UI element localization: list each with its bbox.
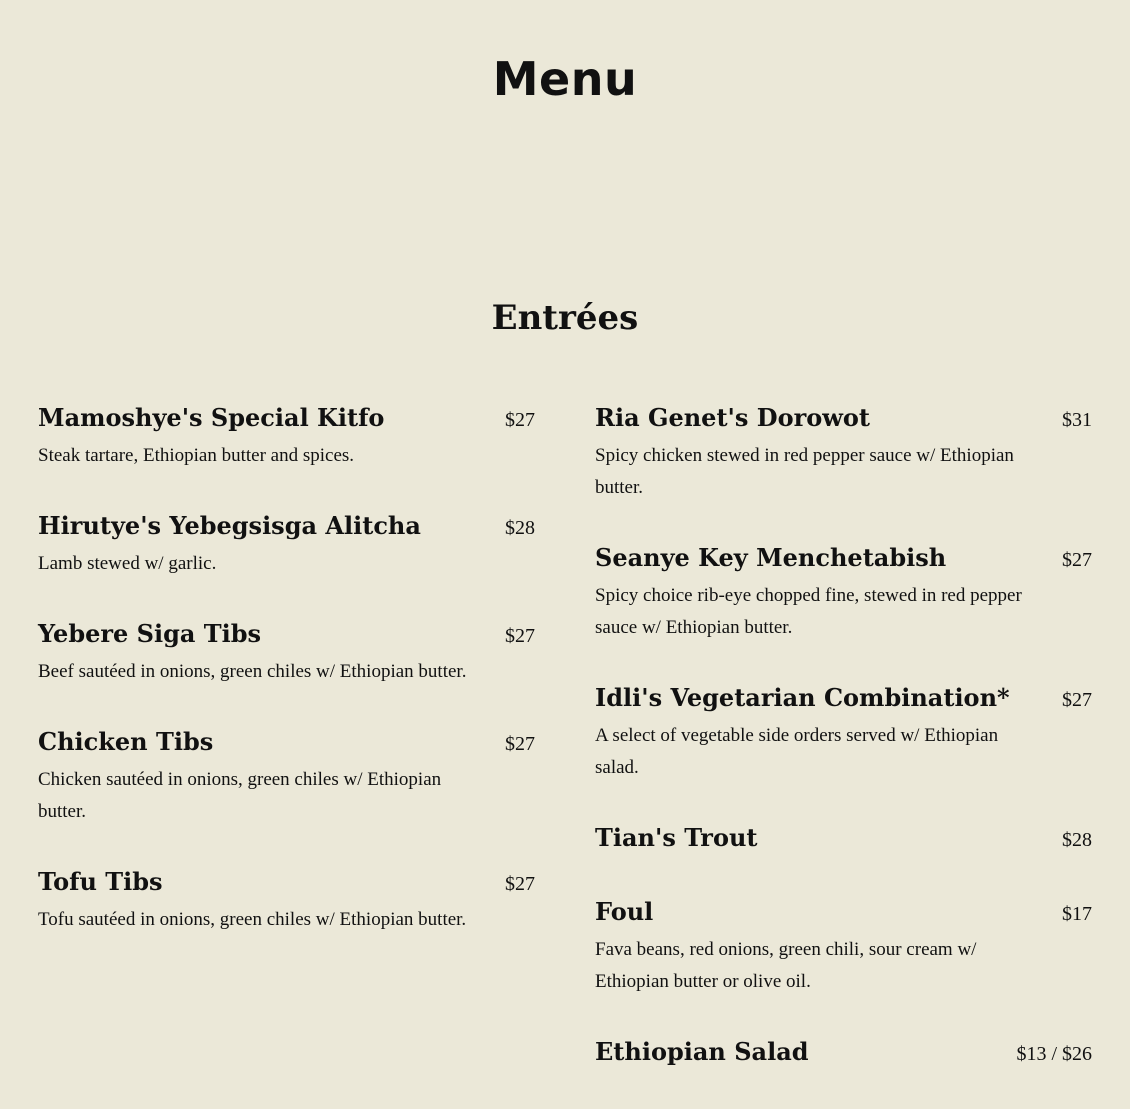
item-price: $17	[1062, 903, 1092, 925]
item-description: Steak tartare, Ethiopian butter and spices.	[38, 445, 355, 466]
item-price: $27	[1062, 549, 1092, 571]
item-name: Foul	[595, 897, 654, 926]
menu-item	[595, 1032, 1092, 1072]
menu-item	[595, 538, 1092, 644]
item-price: $28	[1062, 829, 1092, 851]
item-price: $27	[505, 873, 535, 895]
item-price: $27	[1062, 689, 1092, 711]
menu-column-left	[38, 398, 535, 970]
menu-item	[595, 818, 1092, 858]
item-description: Chicken sautéed in onions, green chiles w/ Ethiopian butter.	[38, 769, 442, 822]
menu-item	[38, 862, 535, 936]
item-name: Yebere Siga Tibs	[38, 619, 262, 648]
section-title-entrees: Entrées	[491, 298, 639, 338]
item-description: A select of vegetable side orders served w/ Ethiopian salad.	[595, 725, 999, 778]
item-description: Fava beans, red onions, green chili, sour cream w/ Ethiopian butter or olive oil.	[595, 939, 977, 992]
item-price: $27	[505, 625, 535, 647]
item-price: $27	[505, 733, 535, 755]
item-name: Ethiopian Salad	[595, 1037, 809, 1066]
menu-item	[595, 678, 1092, 784]
item-price: $27	[505, 409, 535, 431]
item-name: Idli's Vegetarian Combination*	[595, 683, 1010, 712]
item-description: Spicy chicken stewed in red pepper sauce w/ Ethiopian butter.	[595, 445, 1014, 498]
menu-item	[38, 506, 535, 580]
item-name: Ria Genet's Dorowot	[595, 403, 870, 432]
item-name: Hirutye's Yebegsisga Alitcha	[38, 511, 421, 540]
item-name: Tofu Tibs	[38, 867, 163, 896]
item-description: Spicy choice rib-eye chopped fine, stewed in red pepper sauce w/ Ethiopian butter.	[595, 585, 1022, 638]
item-name: Mamoshye's Special Kitfo	[38, 403, 385, 432]
item-price: $31	[1062, 409, 1092, 431]
item-price: $13 / $26	[1016, 1043, 1092, 1065]
item-price: $28	[505, 517, 535, 539]
menu-column-right	[595, 398, 1092, 1106]
menu-item	[595, 892, 1092, 998]
item-name: Seanye Key Menchetabish	[595, 543, 947, 572]
item-name: Chicken Tibs	[38, 727, 214, 756]
menu-item	[38, 614, 535, 688]
menu-item	[595, 398, 1092, 504]
menu-item	[38, 398, 535, 472]
page-title: Menu	[492, 52, 638, 106]
item-description: Beef sautéed in onions, green chiles w/ Ethiopian butter.	[38, 661, 467, 682]
item-name: Tian's Trout	[595, 823, 758, 852]
item-description: Lamb stewed w/ garlic.	[38, 553, 217, 574]
menu-item	[38, 722, 535, 828]
item-description: Tofu sautéed in onions, green chiles w/ Ethiopian butter.	[38, 909, 467, 930]
